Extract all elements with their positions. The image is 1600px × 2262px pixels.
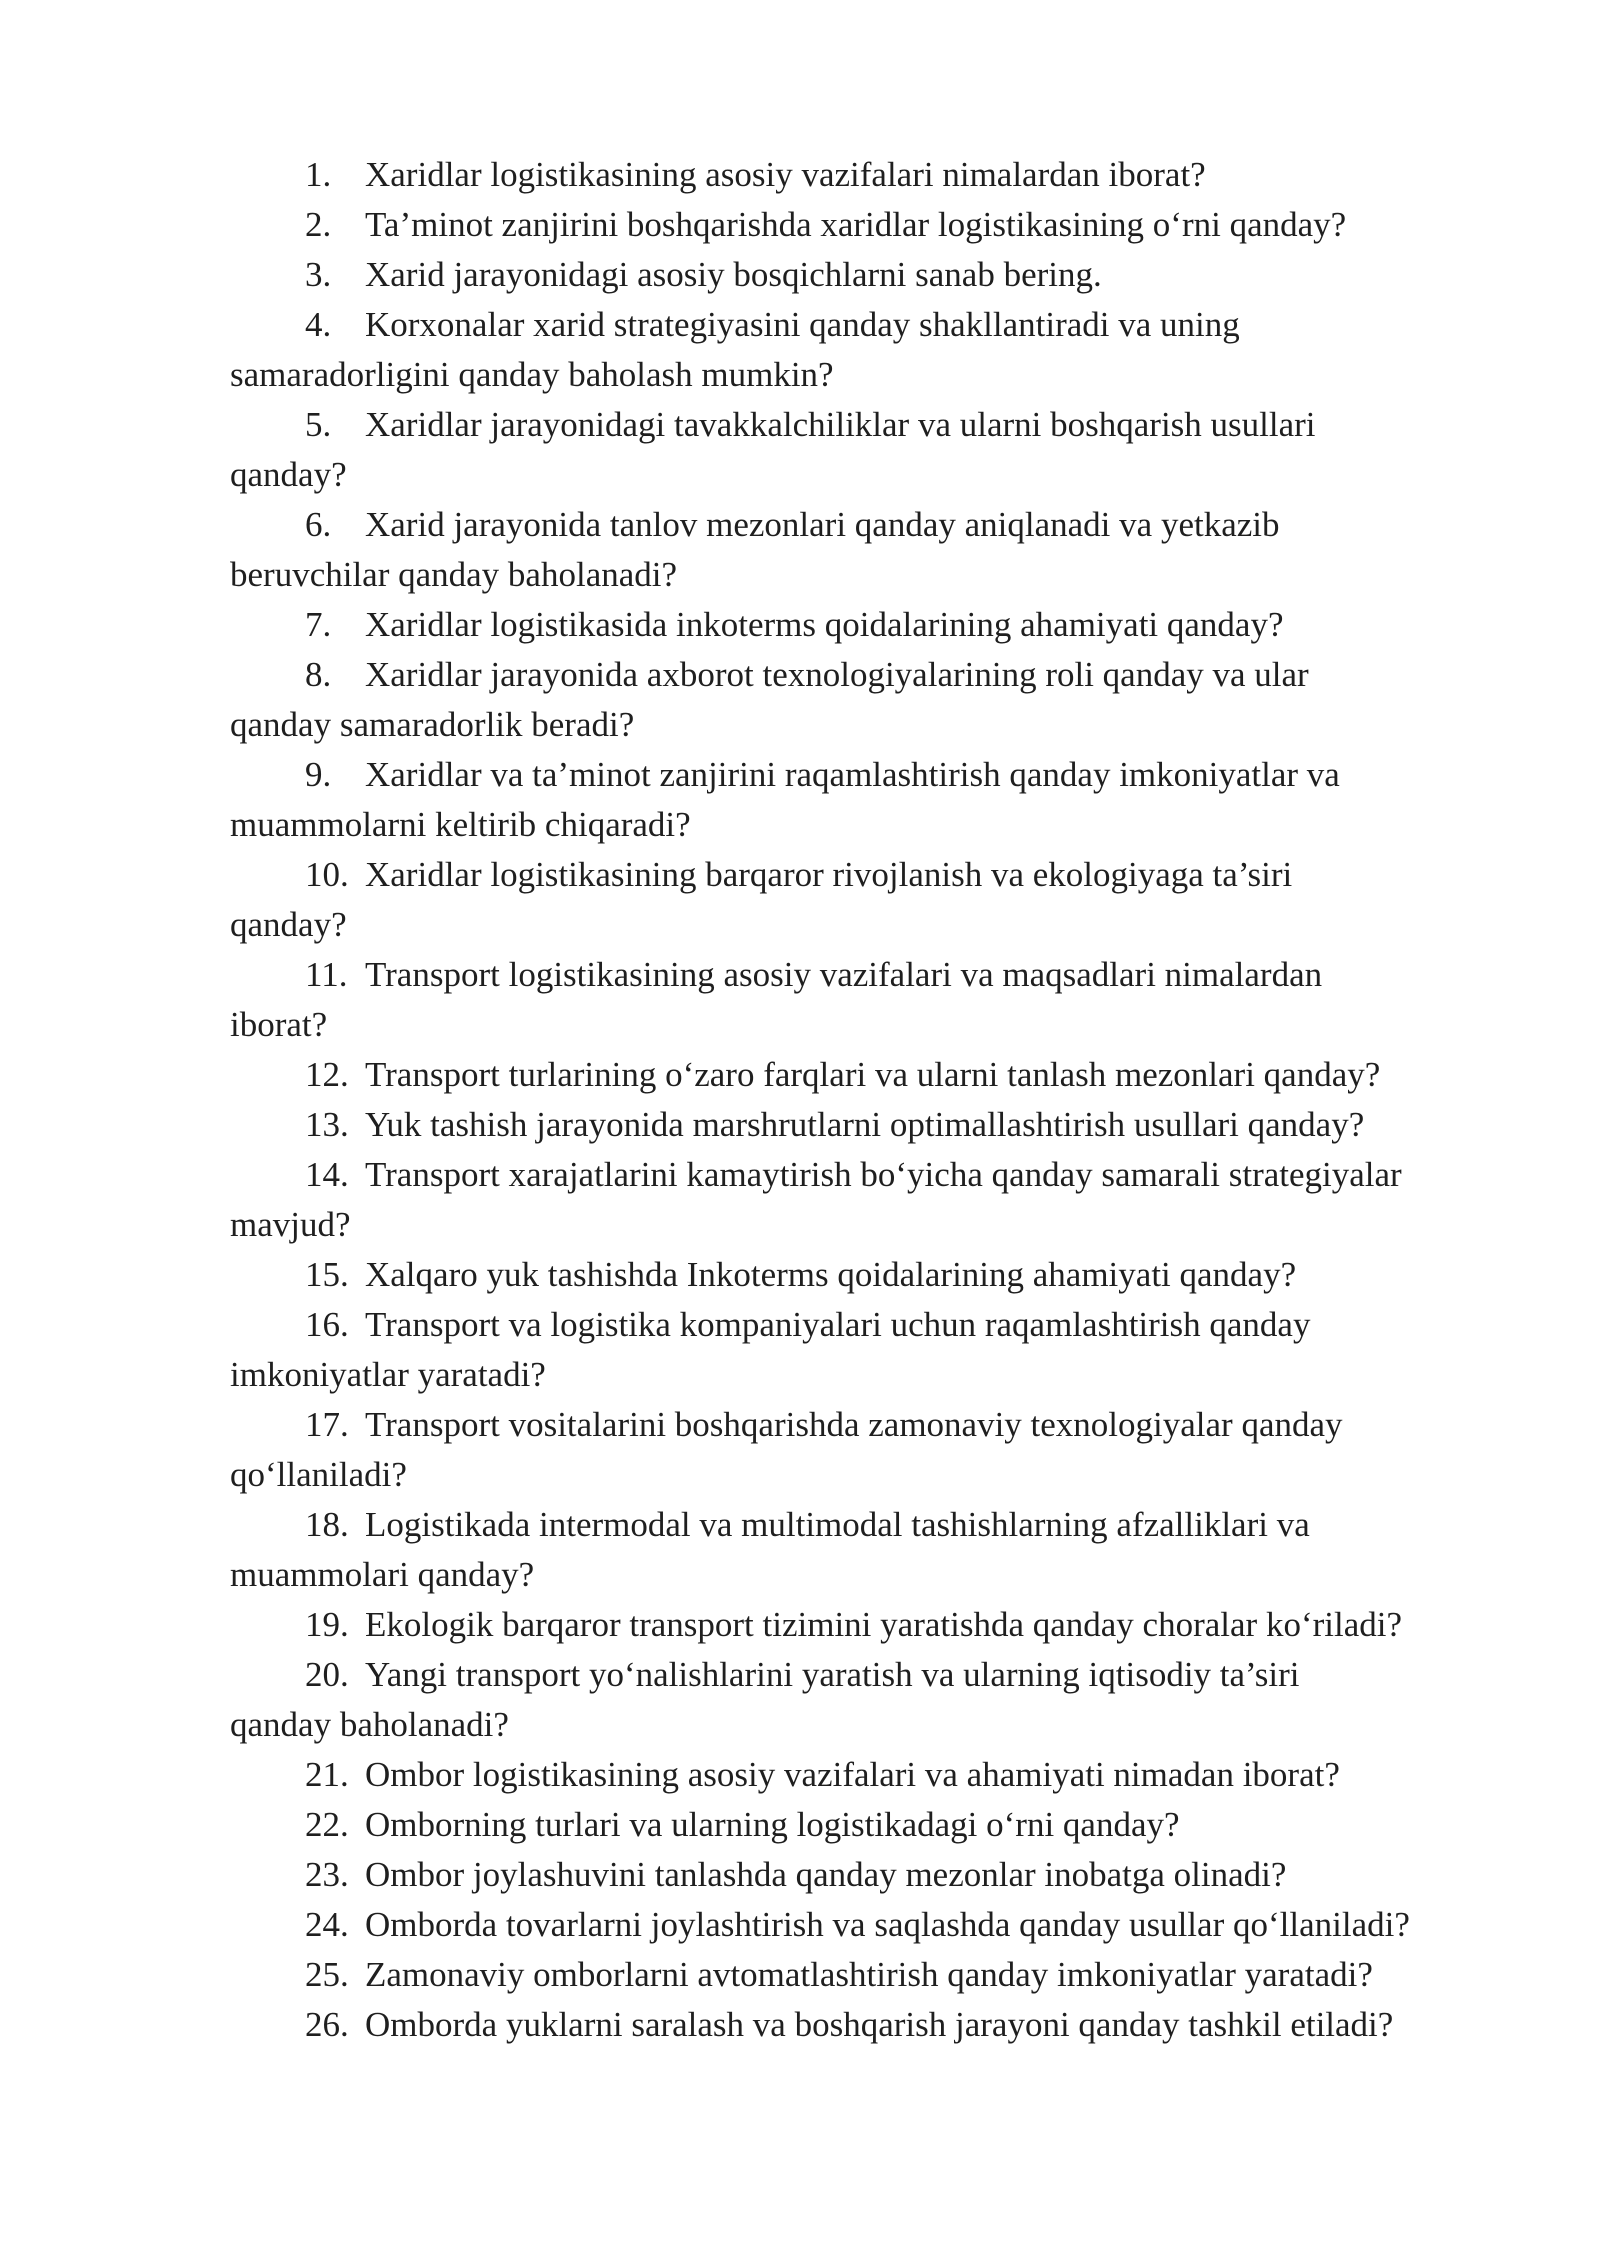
question-number: 15. xyxy=(305,1255,349,1294)
question-item xyxy=(230,850,1500,950)
question-number: 19. xyxy=(305,1605,349,1644)
question-text-continued: qanday? xyxy=(230,455,347,494)
question-number: 5. xyxy=(305,405,332,444)
question-item xyxy=(230,1800,1500,1850)
question-number: 7. xyxy=(305,605,332,644)
question-text-continued: imkoniyatlar yaratadi? xyxy=(230,1355,546,1394)
question-text: Xaridlar jarayonida axborot texnologiyalarining roli qanday va ular xyxy=(365,655,1309,694)
question-item xyxy=(230,1400,1500,1500)
question-text: Transport turlarining oʻzaro farqlari va ularni tanlash mezonlari qanday? xyxy=(365,1055,1381,1094)
question-item xyxy=(230,1750,1500,1800)
question-item xyxy=(230,400,1500,500)
question-number: 20. xyxy=(305,1655,349,1694)
question-text: Omborda tovarlarni joylashtirish va saqlashda qanday usullar qoʻllaniladi? xyxy=(365,1905,1410,1944)
question-number: 11. xyxy=(305,955,348,994)
question-text: Ta’minot zanjirini boshqarishda xaridlar logistikasining oʻrni qanday? xyxy=(365,205,1347,244)
question-text: Xaridlar va ta’minot zanjirini raqamlashtirish qanday imkoniyatlar va xyxy=(365,755,1340,794)
question-item xyxy=(230,1100,1500,1150)
question-number: 21. xyxy=(305,1755,349,1794)
question-item xyxy=(230,250,1500,300)
question-item xyxy=(230,150,1500,200)
question-item xyxy=(230,500,1500,600)
question-number: 8. xyxy=(305,655,332,694)
question-text: Yuk tashish jarayonida marshrutlarni optimallashtirish usullari qanday? xyxy=(365,1105,1365,1144)
question-text-continued: samaradorligini qanday baholash mumkin? xyxy=(230,355,834,394)
question-item xyxy=(230,1050,1500,1100)
question-item xyxy=(230,1600,1500,1650)
question-text: Xalqaro yuk tashishda Inkoterms qoidalarining ahamiyati qanday? xyxy=(365,1255,1297,1294)
question-text: Omborning turlari va ularning logistikadagi oʻrni qanday? xyxy=(365,1805,1180,1844)
question-text: Xaridlar logistikasining asosiy vazifalari nimalardan iborat? xyxy=(365,155,1206,194)
question-item xyxy=(230,750,1500,850)
question-item xyxy=(230,1150,1500,1250)
question-text-continued: mavjud? xyxy=(230,1205,351,1244)
question-text-continued: qoʻllaniladi? xyxy=(230,1455,407,1494)
question-number: 14. xyxy=(305,1155,349,1194)
question-text-continued: beruvchilar qanday baholanadi? xyxy=(230,555,678,594)
question-number: 4. xyxy=(305,305,332,344)
question-number: 10. xyxy=(305,855,349,894)
question-text: Zamonaviy omborlarni avtomatlashtirish qanday imkoniyatlar yaratadi? xyxy=(365,1955,1373,1994)
question-number: 12. xyxy=(305,1055,349,1094)
question-text: Xaridlar jarayonidagi tavakkalchiliklar va ularni boshqarish usullari xyxy=(365,405,1316,444)
question-number: 9. xyxy=(305,755,332,794)
question-number: 16. xyxy=(305,1305,349,1344)
question-number: 17. xyxy=(305,1405,349,1444)
question-number: 18. xyxy=(305,1505,349,1544)
question-text: Ombor logistikasining asosiy vazifalari va ahamiyati nimadan iborat? xyxy=(365,1755,1340,1794)
question-text-continued: qanday samaradorlik beradi? xyxy=(230,705,635,744)
question-item xyxy=(230,1850,1500,1900)
question-list xyxy=(230,150,1500,2050)
question-text: Transport logistikasining asosiy vazifalari va maqsadlari nimalardan xyxy=(365,955,1323,994)
question-item xyxy=(230,1650,1500,1750)
question-text: Xarid jarayonida tanlov mezonlari qanday aniqlanadi va yetkazib xyxy=(365,505,1280,544)
question-text: Xaridlar logistikasida inkoterms qoidalarining ahamiyati qanday? xyxy=(365,605,1284,644)
question-number: 13. xyxy=(305,1105,349,1144)
question-number: 23. xyxy=(305,1855,349,1894)
question-item xyxy=(230,2000,1500,2050)
question-text: Transport vositalarini boshqarishda zamonaviy texnologiyalar qanday xyxy=(365,1405,1343,1444)
question-item xyxy=(230,950,1500,1050)
question-item xyxy=(230,1300,1500,1400)
question-text: Korxonalar xarid strategiyasini qanday shakllantiradi va uning xyxy=(365,305,1240,344)
question-number: 24. xyxy=(305,1905,349,1944)
question-text: Logistikada intermodal va multimodal tashishlarning afzalliklari va xyxy=(365,1505,1310,1544)
question-item xyxy=(230,1950,1500,2000)
question-item xyxy=(230,1500,1500,1600)
question-text-continued: qanday? xyxy=(230,905,347,944)
question-item xyxy=(230,1250,1500,1300)
question-item xyxy=(230,200,1500,250)
question-text: Omborda yuklarni saralash va boshqarish jarayoni qanday tashkil etiladi? xyxy=(365,2005,1394,2044)
question-item xyxy=(230,650,1500,750)
question-item xyxy=(230,1900,1500,1950)
question-text: Ombor joylashuvini tanlashda qanday mezonlar inobatga olinadi? xyxy=(365,1855,1287,1894)
question-text: Xaridlar logistikasining barqaror rivojlanish va ekologiyaga ta’siri xyxy=(365,855,1293,894)
question-text: Transport va logistika kompaniyalari uchun raqamlashtirish qanday xyxy=(365,1305,1311,1344)
question-text: Xarid jarayonidagi asosiy bosqichlarni sanab bering. xyxy=(365,255,1102,294)
question-number: 26. xyxy=(305,2005,349,2044)
question-number: 25. xyxy=(305,1955,349,1994)
question-item xyxy=(230,300,1500,400)
question-text-continued: muammolari qanday? xyxy=(230,1555,535,1594)
question-number: 3. xyxy=(305,255,332,294)
question-text: Ekologik barqaror transport tizimini yaratishda qanday choralar koʻriladi? xyxy=(365,1605,1402,1644)
question-text: Transport xarajatlarini kamaytirish boʻyicha qanday samarali strategiyalar xyxy=(365,1155,1402,1194)
question-text-continued: muammolarni keltirib chiqaradi? xyxy=(230,805,691,844)
question-number: 6. xyxy=(305,505,332,544)
question-text-continued: qanday baholanadi? xyxy=(230,1705,509,1744)
question-item xyxy=(230,600,1500,650)
question-text-continued: iborat? xyxy=(230,1005,328,1044)
question-number: 2. xyxy=(305,205,332,244)
question-number: 1. xyxy=(305,155,332,194)
question-number: 22. xyxy=(305,1805,349,1844)
question-text: Yangi transport yoʻnalishlarini yaratish va ularning iqtisodiy ta’siri xyxy=(365,1655,1300,1694)
